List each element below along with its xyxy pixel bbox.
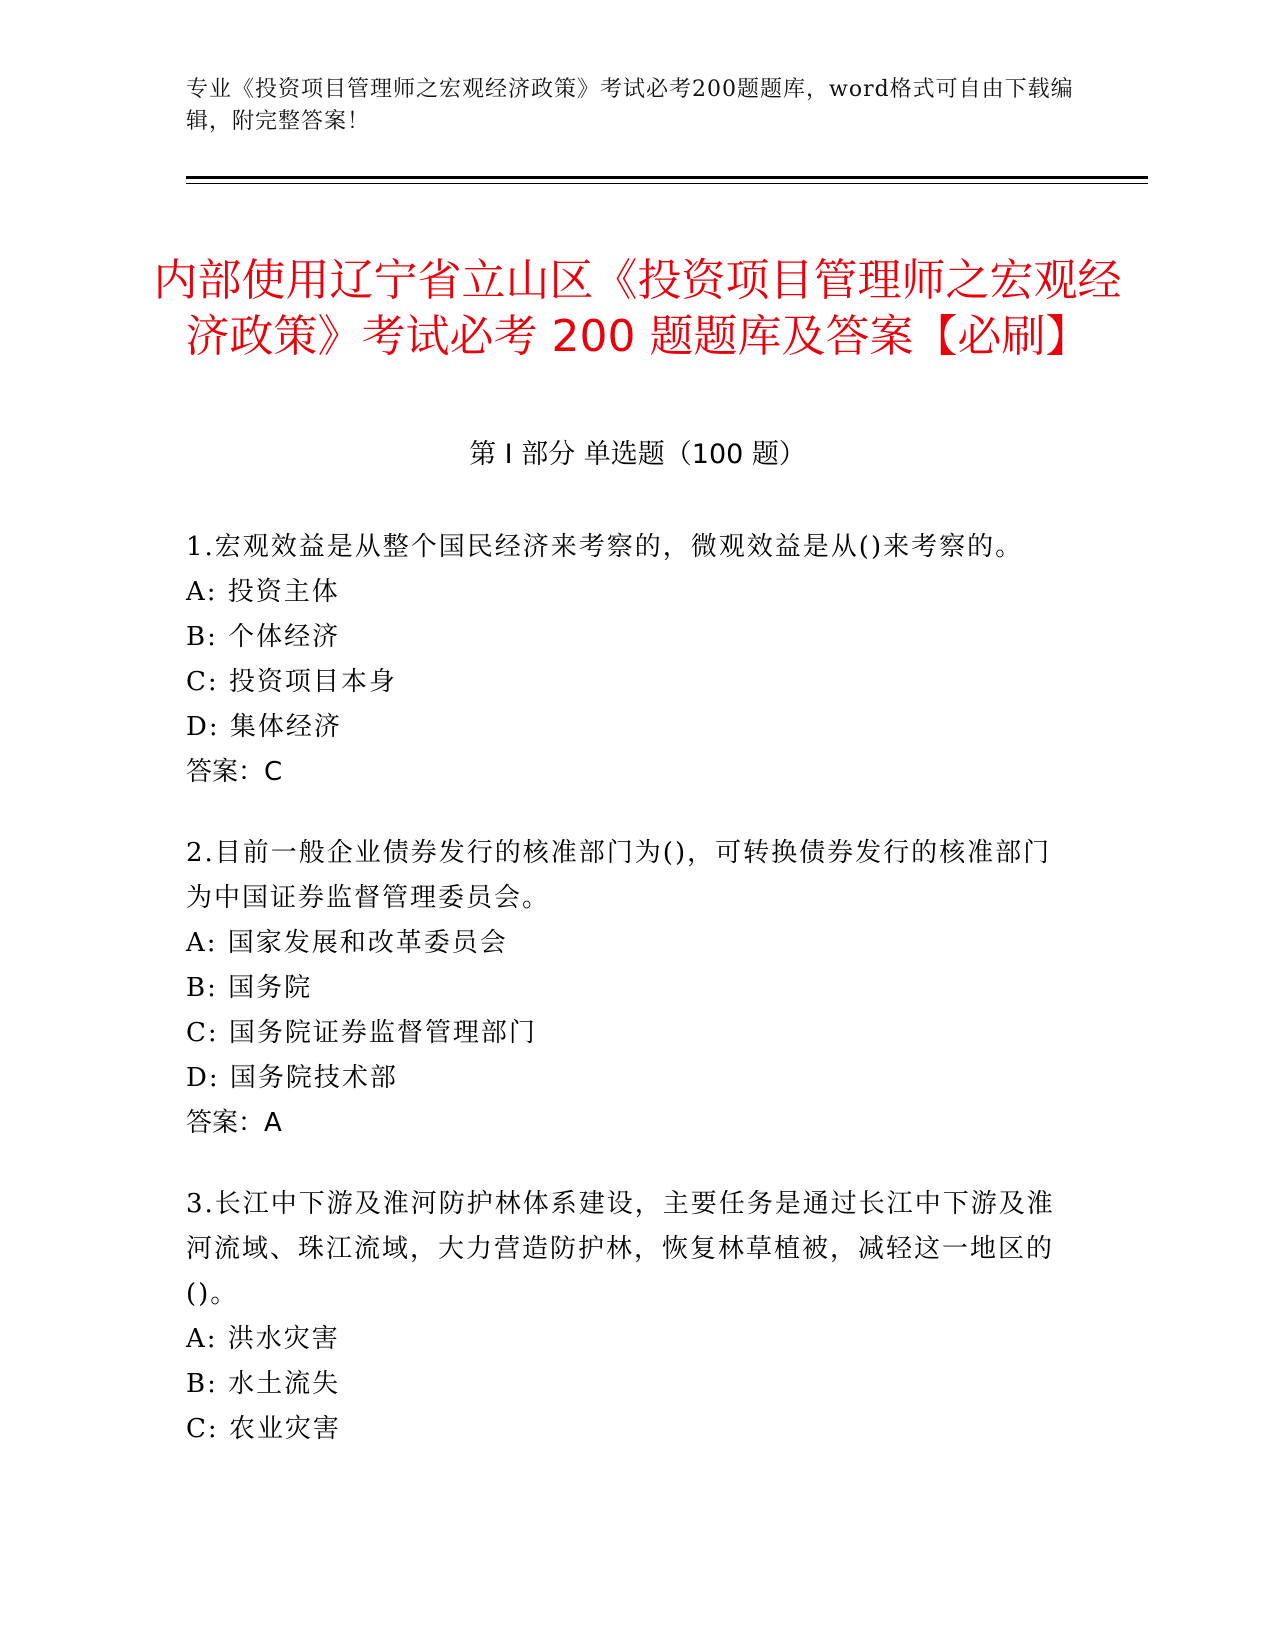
option-c: C: 投资项目本身 — [186, 667, 397, 697]
question-stem: 1.宏观效益是从整个国民经济来考察的，微观效益是从()来考察的。 — [186, 532, 1024, 562]
answer: 答案：A — [186, 1108, 282, 1138]
question-1 — [186, 525, 1066, 795]
document-title: 内部使用辽宁省立山区《投资项目管理师之宏观经济政策》考试必考 200 题题库及答案【必刷】 — [153, 255, 1122, 363]
option-b: B: 个体经济 — [186, 622, 341, 652]
option-b: B: 国务院 — [186, 973, 313, 1003]
option-d: D: 集体经济 — [186, 712, 342, 742]
option-c: C: 农业灾害 — [186, 1414, 341, 1444]
option-a: A: 投资主体 — [186, 577, 340, 607]
question-stem: 3.长江中下游及淮河防护林体系建设，主要任务是通过长江中下游及淮河流域、珠江流域，大力营造防护林，恢复林草植被，减轻这一地区的()。 — [186, 1189, 1055, 1309]
header-rule-thick — [186, 176, 1148, 179]
header-note: 专业《投资项目管理师之宏观经济政策》考试必考200题题库，word格式可自由下载编辑，附完整答案！ — [186, 77, 1074, 134]
option-c: C: 国务院证券监督管理部门 — [186, 1018, 537, 1048]
option-a: A: 洪水灾害 — [186, 1324, 340, 1354]
question-stem: 2.目前一般企业债券发行的核准部门为()，可转换债券发行的核准部门为中国证券监督管理委员会。 — [186, 838, 1052, 913]
option-d: D: 国务院技术部 — [186, 1063, 398, 1093]
option-a: A: 国家发展和改革委员会 — [186, 928, 508, 958]
answer: 答案：C — [186, 757, 283, 787]
question-2 — [186, 831, 1066, 1146]
section-title: 第 I 部分 单选题（100 题） — [469, 439, 806, 470]
question-list — [186, 525, 1066, 1488]
header-rule-thin — [186, 183, 1148, 184]
option-b: B: 水土流失 — [186, 1369, 341, 1399]
question-3 — [186, 1182, 1066, 1452]
